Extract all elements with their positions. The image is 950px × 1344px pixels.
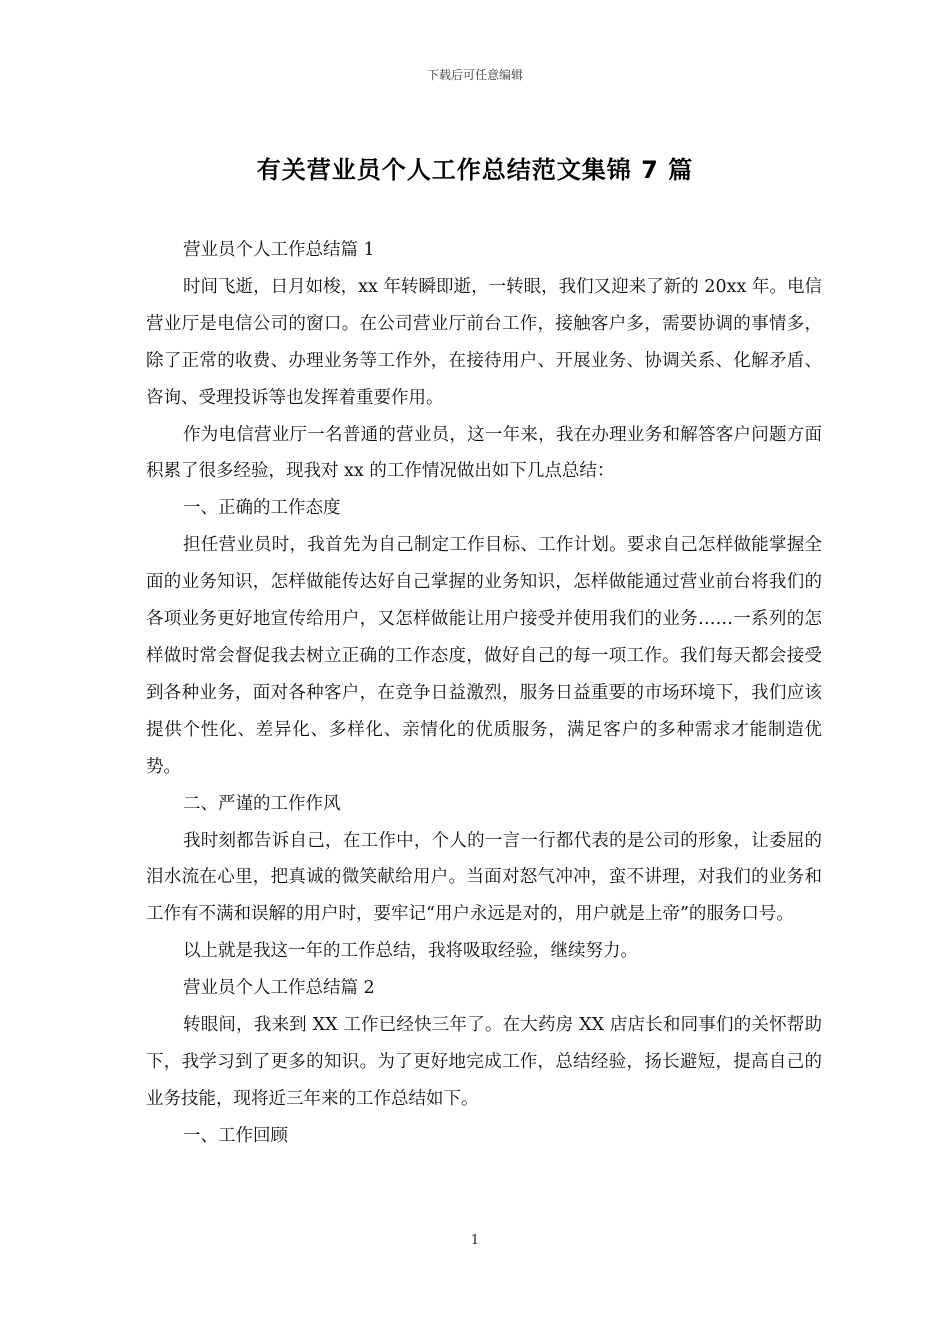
paragraph: 时间飞逝，日月如梭，xx 年转瞬即逝，一转眼，我们又迎来了新的 20xx 年。电信营业厅是电信公司的窗口。在公司营业厅前台工作，接触客户多，需要协调的事情多，除了正常的收费、办理业务等工作外，在接待用户、开展业务、协调关系、化解矛盾、咨询、受理投诉等也发挥着重要作用。 (146, 276, 822, 408)
subheading: 二、严谨的工作作风 (183, 793, 341, 814)
page-header: 下载后可任意编辑 (426, 68, 523, 82)
paragraph: 担任营业员时，我首先为自己制定工作目标、工作计划。要求自己怎样做能掌握全面的业务知识，怎样做能传达好自己掌握的业务知识，怎样做能通过营业前台将我们的各项业务更好地宣传给用户，又怎样做能让用户接受并使用我们的业务……一系列的怎样做时常会督促我去树立正确的工作态度，做好自己的每一项工作。我们每天都会接受到各种业务，面对各种客户，在竞争日益激烈，服务日益重要的市场环境下，我们应该提供个性化、差异化、多样化、亲情化的优质服务，满足客户的多种需求才能制造优势。 (146, 535, 822, 777)
paragraph: 转眼间，我来到 XX 工作已经快三年了。在大药房 XX 店店长和同事们的关怀帮助下，我学习到了更多的知识。为了更好地完成工作，总结经验，扬长避短，提高自己的业务技能，现将近三年来的工作总结如下。 (146, 1015, 822, 1109)
page-number: 1 (470, 1233, 480, 1248)
section-heading-2: 营业员个人工作总结篇 2 (183, 978, 375, 999)
paragraph: 以上就是我这一年的工作总结，我将吸取经验，继续努力。 (183, 941, 638, 962)
paragraph: 我时刻都告诉自己，在工作中，个人的一言一行都代表的是公司的形象，让委屈的泪水流在心里，把真诚的微笑献给用户。当面对怒气冲冲，蛮不讲理，对我们的业务和工作有不满和误解的用户时，要牢记“用户永远是对的，用户就是上帝”的服务口号。 (146, 830, 822, 925)
section-heading-1: 营业员个人工作总结篇 1 (183, 240, 375, 260)
subheading: 一、工作回顾 (183, 1125, 288, 1146)
subheading: 一、正确的工作态度 (183, 498, 341, 519)
paragraph: 作为电信营业厅一名普通的营业员，这一年来，我在办理业务和解答客户问题方面积累了很多经验，现我对 xx 的工作情况做出如下几点总结： (146, 424, 822, 482)
document-body (146, 232, 822, 1155)
document-title: 有关营业员个人工作总结范文集锦 7 篇 (256, 156, 694, 184)
